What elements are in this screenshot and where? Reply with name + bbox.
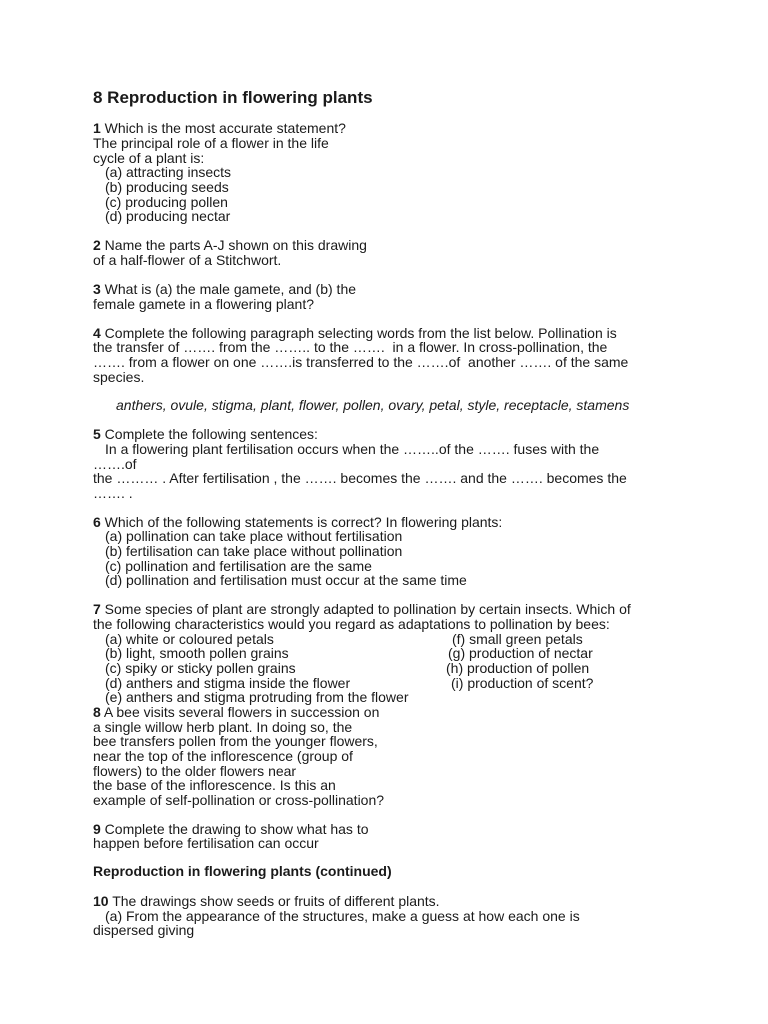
q6-option-b: (b) fertilisation can take place without pollination [105, 543, 403, 559]
q10-number: 10 [93, 893, 109, 909]
section-subtitle: Reproduction in flowering plants (continued) [93, 863, 392, 879]
q7-option-b: (b) light, smooth pollen grains [105, 645, 289, 661]
q6-option-c: (c) pollination and fertilisation are the same [105, 558, 372, 574]
q1-number: 1 [93, 120, 101, 136]
q7-line-2: the following characteristics would you regard as adaptations to pollination by bees: [93, 616, 610, 632]
q7-option-i: (i) production of scent? [451, 675, 594, 691]
q2-number: 2 [93, 237, 101, 253]
q1-text-1: Which is the most accurate statement? [100, 120, 346, 136]
q7-option-e: (e) anthers and stigma protruding from the flower [105, 689, 409, 705]
q3-number: 3 [93, 281, 101, 297]
q4-text-1: Complete the following paragraph selecting words from the list below. Pollination is [100, 325, 617, 341]
q9-number: 9 [93, 821, 101, 837]
q8-number: 8 [93, 704, 101, 720]
q5-line-3: …….of [93, 456, 137, 472]
q7-option-a: (a) white or coloured petals [105, 631, 274, 647]
q8-line-7: example of self-pollination or cross-pollination? [93, 792, 385, 808]
q1-option-a: (a) attracting insects [105, 164, 232, 180]
q8-line-5: flowers) to the older flowers near [93, 763, 297, 779]
q6-number: 6 [93, 514, 101, 530]
q10-line-3: dispersed giving [93, 922, 195, 938]
q1-line-3: cycle of a plant is: [93, 150, 205, 166]
q8-line-1 [93, 705, 379, 720]
q7-text-1: Some species of plant are strongly adapted to pollination by certain insects. Which of [100, 601, 631, 617]
q7-option-d: (d) anthers and stigma inside the flower [105, 675, 351, 691]
q4-line-4: species. [93, 369, 145, 385]
q4-word-list: anthers, ovule, stigma, plant, flower, pollen, ovary, petal, style, receptacle, stamens [116, 397, 630, 413]
q10-line-1 [93, 894, 440, 909]
q5-number: 5 [93, 426, 101, 442]
q2-line-2: of a half-flower of a Stitchwort. [93, 252, 282, 268]
q4-number: 4 [93, 325, 101, 341]
q8-line-4: near the top of the inflorescence (group of [93, 748, 353, 764]
q10-text-1: The drawings show seeds or fruits of different plants. [108, 893, 440, 909]
q8-line-2: a single willow herb plant. In doing so, the [93, 719, 353, 735]
q8-text-1: A bee visits several flowers in succession on [100, 704, 380, 720]
q3-text-1: What is (a) the male gamete, and (b) the [100, 281, 357, 297]
page-title: 8 Reproduction in flowering plants [93, 88, 373, 107]
q7-line-1 [93, 602, 631, 617]
q4-line-3: ……. from a flower on one …….is transferred to the …….of another ……. of the same [93, 354, 629, 370]
q1-line-2: The principal role of a flower in the life [93, 135, 329, 151]
q3-line-1 [93, 282, 356, 297]
q5-line-1 [93, 427, 318, 442]
q1-option-c: (c) producing pollen [105, 194, 228, 210]
q5-text-1: Complete the following sentences: [100, 426, 318, 442]
q1-line-1 [93, 121, 346, 136]
q2-line-1 [93, 238, 367, 253]
q9-text-1: Complete the drawing to show what has to [100, 821, 369, 837]
q1-option-d: (d) producing nectar [105, 208, 231, 224]
q7-option-f: (f) small green petals [452, 631, 583, 647]
q4-line-2: the transfer of ……. from the …….. to the ……. in a flower. In cross-pollination, the [93, 339, 608, 355]
q8-line-3: bee transfers pollen from the younger flowers, [93, 733, 378, 749]
q1-option-b: (b) producing seeds [105, 179, 229, 195]
q3-line-2: female gamete in a flowering plant? [93, 296, 315, 312]
q6-option-d: (d) pollination and fertilisation must occur at the same time [105, 572, 467, 588]
q5-line-5: ……. . [93, 485, 133, 501]
q7-option-g: (g) production of nectar [448, 645, 593, 661]
q7-number: 7 [93, 601, 101, 617]
q6-option-a: (a) pollination can take place without fertilisation [105, 528, 403, 544]
q10-line-2: (a) From the appearance of the structures, make a guess at how each one is [105, 908, 580, 924]
q6-text-1: Which of the following statements is correct? In flowering plants: [100, 514, 503, 530]
q2-text-1: Name the parts A-J shown on this drawing [100, 237, 367, 253]
q8-line-6: the base of the inflorescence. Is this an [93, 777, 336, 793]
q7-option-h: (h) production of pollen [446, 660, 590, 676]
q5-line-4: the ……… . After fertilisation , the ……. becomes the ……. and the ……. becomes the [93, 470, 627, 486]
q7-option-c: (c) spiky or sticky pollen grains [105, 660, 296, 676]
q5-line-2: In a flowering plant fertilisation occurs when the ……..of the ……. fuses with the [105, 441, 600, 457]
q9-line-2: happen before fertilisation can occur [93, 835, 319, 851]
